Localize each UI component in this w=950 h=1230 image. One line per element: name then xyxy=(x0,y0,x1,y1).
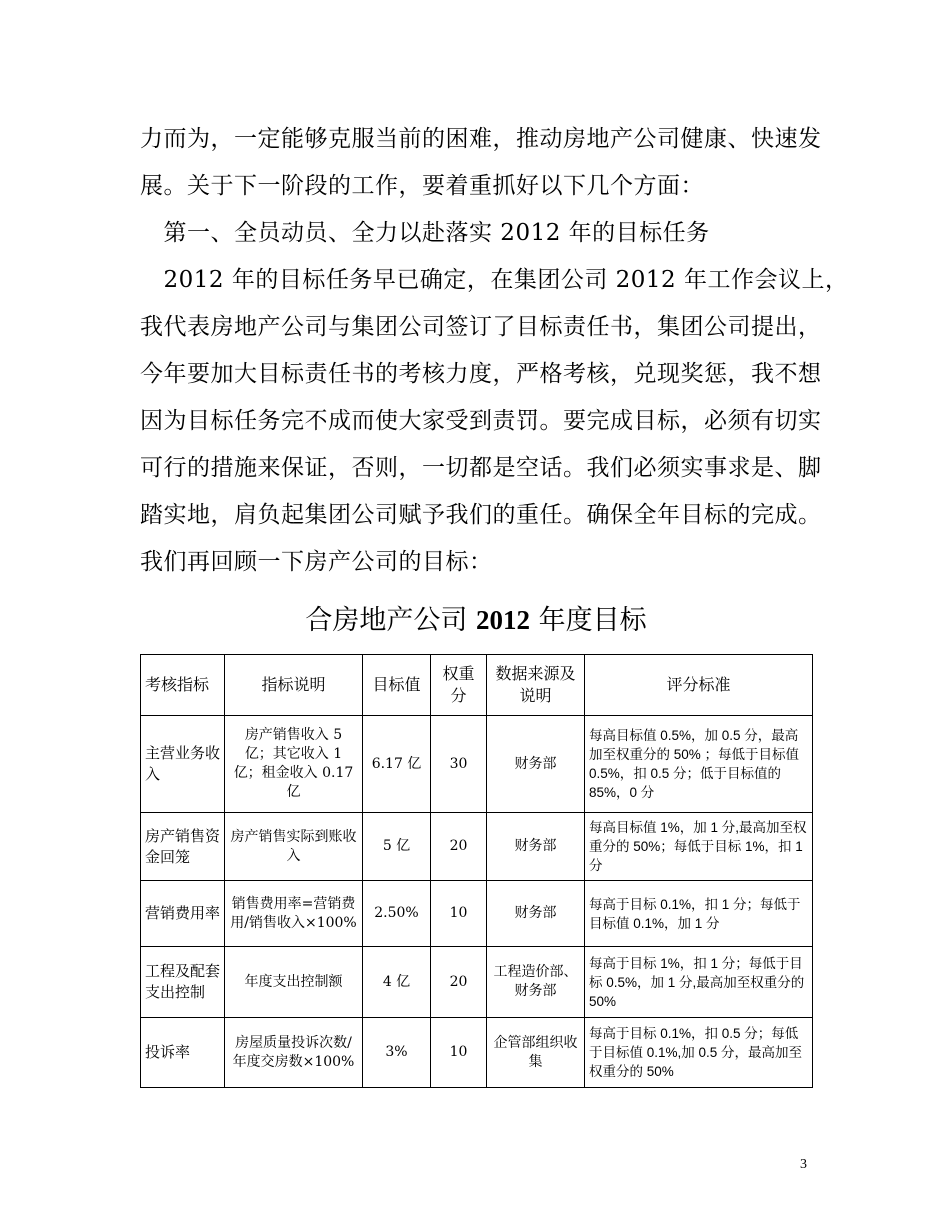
table-row xyxy=(141,716,813,813)
cell-target: 6.17 亿 xyxy=(363,716,431,813)
cell-source: 财务部 xyxy=(487,813,585,881)
cell-scoring: 每高于目标 0.1%，扣 0.5 分；每低于目标值 0.1%,加 0.5 分，最高加至权重分的 50% xyxy=(585,1018,813,1088)
table-row xyxy=(141,813,813,881)
page-number: 3 xyxy=(800,1157,807,1172)
cell-indicator: 主营业务收入 xyxy=(141,716,225,813)
cell-source: 工程造价部、财务部 xyxy=(487,947,585,1018)
table-title xyxy=(140,600,812,641)
body-line-10: 我们再回顾一下房产公司的目标： xyxy=(140,549,493,575)
cell-description: 销售费用率=营销费用/销售收入×100% xyxy=(225,881,363,947)
cell-source: 财务部 xyxy=(487,716,585,813)
header-weight: 权重分 xyxy=(431,655,487,716)
body-line-6: 今年要加大目标责任书的考核力度，严格考核，兑现奖惩，我不想 xyxy=(140,361,822,387)
table-row xyxy=(141,1018,813,1088)
body-line-7: 因为目标任务完不成而使大家受到责罚。要完成目标，必须有切实 xyxy=(140,408,822,434)
cell-source: 财务部 xyxy=(487,881,585,947)
cell-scoring: 每高目标值 0.5%，加 0.5 分，最高加至权重分的 50% ；每低于目标值 0.5%，扣 0.5 分；低于目标值的 85%，0 分 xyxy=(585,716,813,813)
cell-indicator: 工程及配套支出控制 xyxy=(141,947,225,1018)
body-line-5: 我代表房地产公司与集团公司签订了目标责任书，集团公司提出， xyxy=(140,314,822,340)
cell-scoring: 每高目标值 1%，加 1 分,最高加至权重分的 50%；每低于目标 1%，扣 1 分 xyxy=(585,813,813,881)
table-title-prefix: 合房地产公司 xyxy=(305,605,468,636)
body-line-8: 可行的措施来保证，否则，一切都是空话。我们必须实事求是、脚 xyxy=(140,455,822,481)
cell-indicator: 投诉率 xyxy=(141,1018,225,1088)
header-indicator: 考核指标 xyxy=(141,655,225,716)
cell-source: 企管部组织收集 xyxy=(487,1018,585,1088)
cell-scoring: 每高于目标 0.1%，扣 1 分；每低于目标值 0.1%，加 1 分 xyxy=(585,881,813,947)
header-target: 目标值 xyxy=(363,655,431,716)
table-header-row xyxy=(141,655,813,716)
cell-description: 房产销售收入 5 亿；其它收入 1 亿；租金收入 0.17 亿 xyxy=(225,716,363,813)
body-line-9: 踏实地，肩负起集团公司赋予我们的重任。确保全年目标的完成。 xyxy=(140,502,822,528)
cell-scoring: 每高于目标 1%，扣 1 分；每低于目标 0.5%，加 1 分,最高加至权重分的 50% xyxy=(585,947,813,1018)
table-row xyxy=(141,881,813,947)
cell-weight: 20 xyxy=(431,947,487,1018)
header-description: 指标说明 xyxy=(225,655,363,716)
cell-target: 2.50% xyxy=(363,881,431,947)
cell-target: 3% xyxy=(363,1018,431,1088)
table-title-year: 2012 xyxy=(476,605,530,635)
cell-indicator: 营销费用率 xyxy=(141,881,225,947)
cell-target: 5 亿 xyxy=(363,813,431,881)
cell-description: 房屋质量投诉次数/年度交房数×100% xyxy=(225,1018,363,1088)
table-title-suffix: 年度目标 xyxy=(538,605,647,636)
cell-description: 年度支出控制额 xyxy=(225,947,363,1018)
table-row xyxy=(141,947,813,1018)
body-line-2: 展。关于下一阶段的工作，要着重抓好以下几个方面： xyxy=(140,173,704,199)
cell-weight: 30 xyxy=(431,716,487,813)
cell-target: 4 亿 xyxy=(363,947,431,1018)
cell-weight: 20 xyxy=(431,813,487,881)
section-heading: 第一、全员动员、全力以赴落实 2012 年的目标任务 xyxy=(140,220,710,246)
cell-weight: 10 xyxy=(431,1018,487,1088)
cell-weight: 10 xyxy=(431,881,487,947)
body-line-4: 2012 年的目标任务早已确定，在集团公司 2012 年工作会议上， xyxy=(140,267,849,293)
header-scoring: 评分标准 xyxy=(585,655,813,716)
cell-description: 房产销售实际到账收入 xyxy=(225,813,363,881)
header-source: 数据来源及说明 xyxy=(487,655,585,716)
cell-indicator: 房产销售资金回笼 xyxy=(141,813,225,881)
body-line-1: 力而为，一定能够克服当前的困难，推动房地产公司健康、快速发 xyxy=(140,126,822,152)
targets-table xyxy=(140,654,813,1088)
